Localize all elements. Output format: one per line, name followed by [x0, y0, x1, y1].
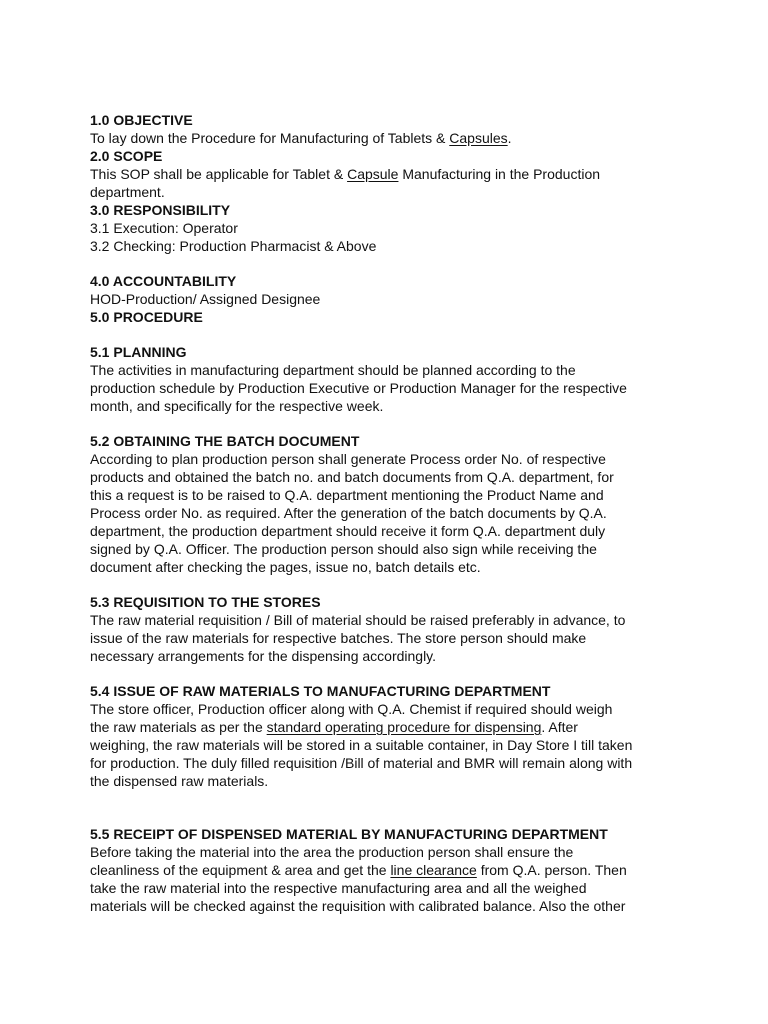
planning-line: The activities in manufacturing department should be planned according to the	[90, 362, 576, 378]
receipt-heading: 5.5 RECEIPT OF DISPENSED MATERIAL BY MANUFACTURING DEPARTMENT	[90, 826, 608, 842]
spacer	[90, 576, 690, 593]
batch-document-line: document after checking the pages, issue no, batch details etc.	[90, 559, 481, 575]
batch-document-line: According to plan production person shall generate Process order No. of respective	[90, 451, 606, 467]
requisition-line: issue of the raw materials for respective batches. The store person should make	[90, 630, 587, 646]
responsibility-heading: 3.0 RESPONSIBILITY	[90, 202, 231, 218]
objective-text	[90, 129, 690, 147]
issue-raw-materials-line	[90, 718, 690, 736]
objective-text-b: .	[507, 130, 512, 146]
procedure-heading: 5.0 PROCEDURE	[90, 309, 203, 325]
accountability-heading: 4.0 ACCOUNTABILITY	[90, 273, 237, 289]
batch-document-heading: 5.2 OBTAINING THE BATCH DOCUMENT	[90, 433, 360, 449]
batch-document-line: signed by Q.A. Officer. The production person should also sign while receiving the	[90, 541, 597, 557]
spacer	[90, 790, 690, 825]
spacer	[90, 415, 690, 432]
receipt-text-b: from Q.A. person. Then	[476, 862, 627, 878]
issue-raw-materials-line: for production. The duly filled requisition /Bill of material and BMR will remain along with	[90, 755, 633, 771]
issue-raw-materials-line: the dispensed raw materials.	[90, 773, 269, 789]
objective-text-a: To lay down the Procedure for Manufacturing of Tablets &	[90, 130, 450, 146]
line-clearance-link[interactable]: line clearance	[390, 862, 477, 878]
spacer	[90, 326, 690, 343]
issue-raw-materials-line: The store officer, Production officer along with Q.A. Chemist if required should weigh	[90, 701, 613, 717]
responsibility-checking: 3.2 Checking: Production Pharmacist & Above	[90, 238, 377, 254]
issue-text-b: . After	[541, 719, 578, 735]
spacer	[90, 255, 690, 272]
dispensing-sop-link[interactable]: standard operating procedure for dispensing	[266, 719, 542, 735]
receipt-line: take the raw material into the respective manufacturing area and all the weighed	[90, 880, 587, 896]
scope-text-line-2: department.	[90, 184, 165, 200]
planning-line: month, and specifically for the respective week.	[90, 398, 384, 414]
issue-raw-materials-heading: 5.4 ISSUE OF RAW MATERIALS TO MANUFACTURING DEPARTMENT	[90, 683, 551, 699]
capsules-link[interactable]: Capsules	[449, 130, 508, 146]
requisition-heading: 5.3 REQUISITION TO THE STORES	[90, 594, 321, 610]
receipt-line: Before taking the material into the area the production person shall ensure the	[90, 844, 574, 860]
batch-document-line: this a request is to be raised to Q.A. department mentioning the Product Name and	[90, 487, 604, 503]
scope-text-b: Manufacturing in the Production	[398, 166, 601, 182]
document-page	[90, 111, 690, 915]
spacer	[90, 665, 690, 682]
objective-heading: 1.0 OBJECTIVE	[90, 112, 193, 128]
receipt-line	[90, 861, 690, 879]
planning-heading: 5.1 PLANNING	[90, 344, 187, 360]
accountability-text: HOD-Production/ Assigned Designee	[90, 291, 321, 307]
issue-raw-materials-line: weighing, the raw materials will be stored in a suitable container, in Day Store I till taken	[90, 737, 633, 753]
requisition-line: The raw material requisition / Bill of material should be raised preferably in advance, to	[90, 612, 626, 628]
capsule-link[interactable]: Capsule	[347, 166, 399, 182]
issue-text-a: the raw materials as per the	[90, 719, 267, 735]
batch-document-line: Process order No. as required. After the generation of the batch documents by Q.A.	[90, 505, 607, 521]
receipt-text-a: cleanliness of the equipment & area and get the	[90, 862, 391, 878]
scope-text-line-1	[90, 165, 690, 183]
responsibility-execution: 3.1 Execution: Operator	[90, 220, 238, 236]
scope-text-a: This SOP shall be applicable for Tablet &	[90, 166, 348, 182]
requisition-line: necessary arrangements for the dispensing accordingly.	[90, 648, 437, 664]
batch-document-line: department, the production department should receive it form Q.A. department duly	[90, 523, 606, 539]
planning-line: production schedule by Production Executive or Production Manager for the respective	[90, 380, 627, 396]
batch-document-line: products and obtained the batch no. and batch documents from Q.A. department, for	[90, 469, 614, 485]
scope-heading: 2.0 SCOPE	[90, 148, 163, 164]
receipt-line: materials will be checked against the requisition with calibrated balance. Also the other	[90, 898, 626, 914]
